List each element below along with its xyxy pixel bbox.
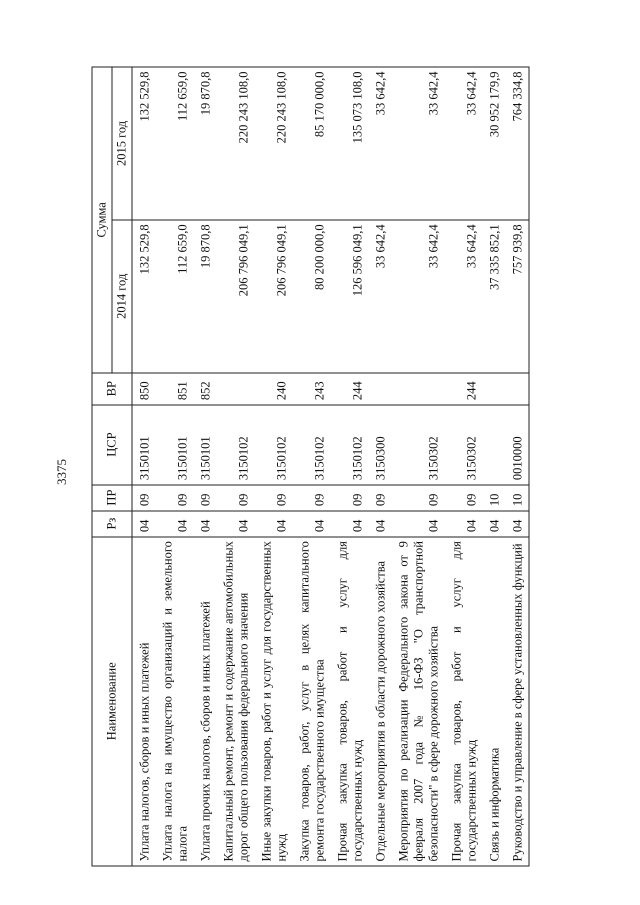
- row-sum-2015: 33 642,4: [445, 67, 483, 220]
- row-pr: 09: [445, 485, 483, 511]
- header-sum: Сумма: [92, 67, 112, 373]
- header-pr: ПР: [92, 485, 132, 511]
- row-rz: 04: [445, 511, 483, 537]
- row-csr: 3150300: [369, 405, 392, 485]
- row-rz: 04: [331, 511, 369, 537]
- row-name: Уплата прочих налогов, сборов и иных платежей: [194, 537, 217, 866]
- row-sum-2015: 85 170 000,0: [293, 67, 331, 220]
- header-row-1: [92, 67, 112, 866]
- header-2015: 2015 год: [112, 67, 132, 220]
- row-sum-2014: 206 796 049,1: [255, 220, 293, 373]
- row-vr: [369, 373, 392, 405]
- row-rz: 04: [293, 511, 331, 537]
- row-csr: 0010000: [506, 405, 530, 485]
- table-row: [506, 67, 530, 866]
- header-name: Наименование: [92, 537, 132, 866]
- row-name: Капитальный ремонт, ремонт и содержание автомобильных дорог общего пользования федерального значения: [217, 537, 255, 866]
- row-vr: [483, 373, 506, 405]
- row-name: Уплата налогов, сборов и иных платежей: [132, 537, 156, 866]
- row-sum-2014: 19 870,8: [194, 220, 217, 373]
- row-sum-2014: 80 200 000,0: [293, 220, 331, 373]
- row-csr: 3150302: [445, 405, 483, 485]
- row-sum-2015: 220 243 108,0: [217, 67, 255, 220]
- table-row: [392, 67, 445, 866]
- row-name: Мероприятия по реализации Федерального закона от 9 февраля 2007 года № 16-ФЗ "О транспортной безопасности" в сфере дорожного хозяйства: [392, 537, 445, 866]
- row-csr: 3150102: [217, 405, 255, 485]
- row-sum-2015: 33 642,4: [392, 67, 445, 220]
- row-name: Отдельные мероприятия в области дорожного хозяйства: [369, 537, 392, 866]
- row-vr: 244: [331, 373, 369, 405]
- row-sum-2015: 30 952 179,9: [483, 67, 506, 220]
- budget-table-container: [92, 67, 577, 867]
- row-rz: 04: [392, 511, 445, 537]
- row-sum-2014: 126 596 049,1: [331, 220, 369, 373]
- row-rz: 04: [217, 511, 255, 537]
- row-name: Иные закупки товаров, работ и услуг для государственных нужд: [255, 537, 293, 866]
- table-row: [156, 67, 194, 866]
- row-sum-2014: 132 529,8: [132, 220, 156, 373]
- row-rz: 04: [132, 511, 156, 537]
- table-body: [132, 67, 529, 866]
- row-vr: [217, 373, 255, 405]
- row-csr: 3150101: [156, 405, 194, 485]
- row-pr: 10: [506, 485, 530, 511]
- row-rz: 04: [194, 511, 217, 537]
- row-pr: 09: [331, 485, 369, 511]
- row-sum-2014: 757 939,8: [506, 220, 530, 373]
- row-sum-2015: 764 334,8: [506, 67, 530, 220]
- table-row: [217, 67, 255, 866]
- table-row: [369, 67, 392, 866]
- row-pr: 09: [194, 485, 217, 511]
- row-name: Прочая закупка товаров, работ и услуг для государственных нужд: [331, 537, 369, 866]
- header-vr: ВР: [92, 373, 132, 405]
- row-pr: 09: [132, 485, 156, 511]
- row-vr: 851: [156, 373, 194, 405]
- row-sum-2015: 132 529,8: [132, 67, 156, 220]
- row-vr: [392, 373, 445, 405]
- table-row: [255, 67, 293, 866]
- budget-table: [92, 67, 530, 867]
- table-row: [132, 67, 156, 866]
- row-sum-2015: 112 659,0: [156, 67, 194, 220]
- row-sum-2014: 33 642,4: [369, 220, 392, 373]
- row-pr: 09: [255, 485, 293, 511]
- table-row: [483, 67, 506, 866]
- header-2014: 2014 год: [112, 220, 132, 373]
- row-csr: 3150102: [293, 405, 331, 485]
- row-pr: 10: [483, 485, 506, 511]
- row-sum-2015: 33 642,4: [369, 67, 392, 220]
- row-pr: 09: [293, 485, 331, 511]
- row-rz: 04: [255, 511, 293, 537]
- row-csr: 3150101: [194, 405, 217, 485]
- row-name: Уплата налога на имущество организаций и земельного налога: [156, 537, 194, 866]
- row-vr: 244: [445, 373, 483, 405]
- row-name: Закупка товаров, работ, услуг в целях капитального ремонта государственного имущества: [293, 537, 331, 866]
- row-rz: 04: [506, 511, 530, 537]
- row-sum-2015: 135 073 108,0: [331, 67, 369, 220]
- row-csr: 3150102: [255, 405, 293, 485]
- row-vr: 850: [132, 373, 156, 405]
- row-pr: 09: [369, 485, 392, 511]
- row-vr: [506, 373, 530, 405]
- table-row: [445, 67, 483, 866]
- row-sum-2014: 33 642,4: [392, 220, 445, 373]
- row-name: Прочая закупка товаров, работ и услуг для государственных нужд: [445, 537, 483, 866]
- table-row: [194, 67, 217, 866]
- row-sum-2015: 19 870,8: [194, 67, 217, 220]
- row-name: Связь и информатика: [483, 537, 506, 866]
- row-csr: [483, 405, 506, 485]
- row-rz: 04: [156, 511, 194, 537]
- row-vr: 852: [194, 373, 217, 405]
- row-sum-2014: 112 659,0: [156, 220, 194, 373]
- header-rz: Рз: [92, 511, 132, 537]
- row-sum-2015: 220 243 108,0: [255, 67, 293, 220]
- row-csr: 3150302: [392, 405, 445, 485]
- row-sum-2014: 206 796 049,1: [217, 220, 255, 373]
- row-csr: 3150101: [132, 405, 156, 485]
- row-sum-2014: 37 335 852,1: [483, 220, 506, 373]
- row-rz: 04: [483, 511, 506, 537]
- row-pr: 09: [156, 485, 194, 511]
- table-row: [293, 67, 331, 866]
- page-number: 3375: [54, 459, 69, 485]
- row-pr: 09: [392, 485, 445, 511]
- row-vr: 243: [293, 373, 331, 405]
- row-sum-2014: 33 642,4: [445, 220, 483, 373]
- row-csr: 3150102: [331, 405, 369, 485]
- header-csr: ЦСР: [92, 405, 132, 485]
- table-row: [331, 67, 369, 866]
- row-pr: 09: [217, 485, 255, 511]
- row-rz: 04: [369, 511, 392, 537]
- row-name: Руководство и управление в сфере установленных функций: [506, 537, 530, 866]
- row-vr: 240: [255, 373, 293, 405]
